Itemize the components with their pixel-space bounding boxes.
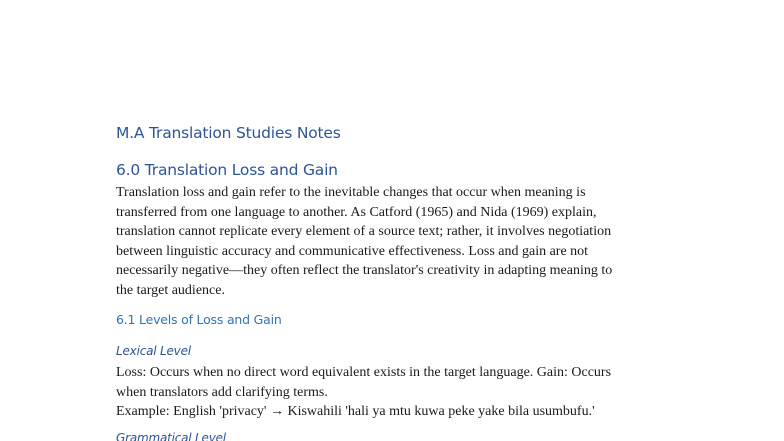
- section-heading: 6.0 Translation Loss and Gain: [116, 161, 338, 179]
- paragraph-line: necessarily negative—they often reflect the translator's creativity in adapting meaning to: [116, 263, 613, 278]
- lexical-line: when translators add clarifying terms.: [116, 384, 328, 400]
- document-title: M.A Translation Studies Notes: [116, 124, 341, 142]
- paragraph-line: the target audience.: [116, 282, 225, 298]
- lexical-level-text: [116, 363, 676, 422]
- paragraph-line: transferred from one language to another. As Catford (1965) and Nida (1969) explain,: [116, 204, 597, 220]
- subsection-heading: 6.1 Levels of Loss and Gain: [116, 312, 282, 327]
- lexical-line: Loss: Occurs when no direct word equivalent exists in the target language. Gain: Occurs: [116, 365, 612, 380]
- section-paragraph: [116, 183, 676, 300]
- lexical-level-heading: Lexical Level: [116, 344, 191, 358]
- grammatical-level-heading: Grammatical Level: [116, 431, 226, 441]
- paragraph-line: between linguistic accuracy and communicative effectiveness. Loss and gain are not: [116, 243, 589, 259]
- paragraph-line: translation cannot replicate every element of a source text; rather, it involves negotiation: [116, 224, 612, 239]
- paragraph-line: Translation loss and gain refer to the inevitable changes that occur when meaning is: [116, 185, 586, 200]
- lexical-example-line: Example: English 'privacy' → Kiswahili 'hali ya mtu kuwa peke yake bila usumbufu.': [116, 404, 595, 419]
